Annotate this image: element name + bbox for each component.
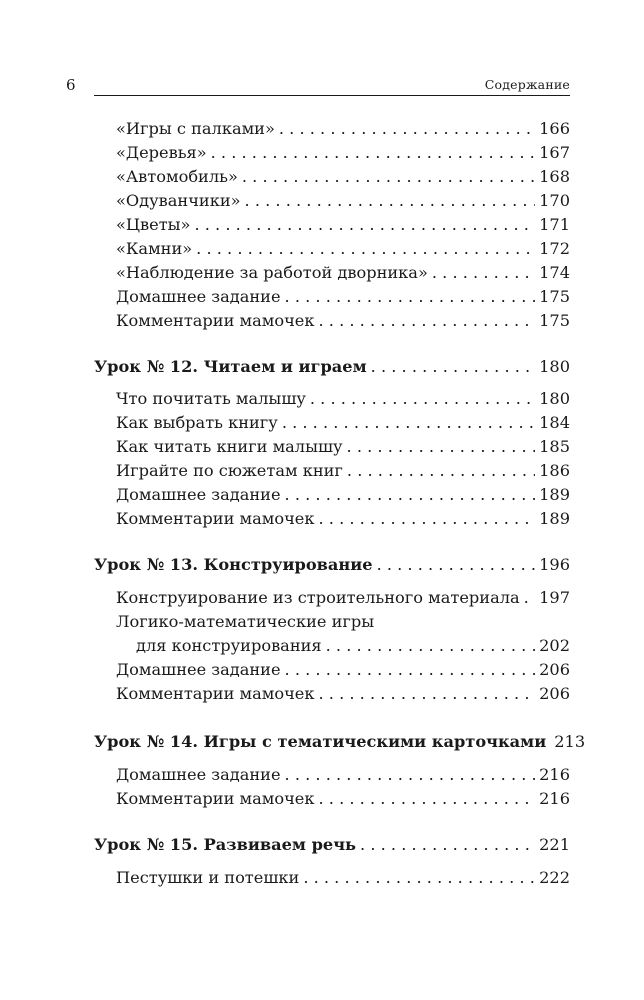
toc-lesson-15[interactable]: Урок № 15. Развиваем речь . . . 221 bbox=[94, 833, 570, 857]
toc-page: 206 bbox=[539, 660, 570, 679]
toc-page: 168 bbox=[539, 167, 570, 186]
toc-entry[interactable]: Пестушки и потешки . . . 222 bbox=[94, 866, 570, 890]
toc-page: 180 bbox=[539, 389, 570, 408]
toc-page: 196 bbox=[539, 555, 570, 574]
toc-page: 175 bbox=[539, 287, 570, 306]
toc-page: 170 bbox=[539, 191, 570, 210]
toc-entry[interactable]: Конструирование из строительного материала . . . 197 bbox=[94, 586, 570, 610]
toc-page: 221 bbox=[539, 835, 570, 854]
toc-entry[interactable]: Комментарии мамочек . . . 189 bbox=[94, 507, 570, 531]
toc-entry[interactable]: «Игры с палками» . . . 166 bbox=[94, 117, 570, 141]
toc-page: 186 bbox=[539, 461, 570, 480]
toc-entry[interactable]: Логико-математические игры bbox=[116, 612, 375, 631]
toc-entry[interactable]: «Цветы» . . . 171 bbox=[94, 213, 570, 237]
toc-lesson-14[interactable]: Урок № 14. Игры с тематическими карточками 213 bbox=[94, 730, 570, 754]
toc-entry[interactable]: Домашнее задание . . . 175 bbox=[94, 285, 570, 309]
toc-page: 184 bbox=[539, 413, 570, 432]
toc-lesson-12[interactable]: Урок № 12. Читаем и играем . . . 180 bbox=[94, 355, 570, 379]
toc-entry[interactable]: Комментарии мамочек . . . 216 bbox=[94, 787, 570, 811]
header-rule bbox=[94, 95, 570, 96]
toc-entry[interactable]: Комментарии мамочек . . . 206 bbox=[94, 682, 570, 706]
toc-entry[interactable]: для конструирования . . . 202 bbox=[94, 634, 570, 658]
toc-entry[interactable]: «Автомобиль» . . . 168 bbox=[94, 165, 570, 189]
toc-entry[interactable]: Домашнее задание . . . 189 bbox=[94, 483, 570, 507]
toc-page: 216 bbox=[539, 789, 570, 808]
toc-page: 174 bbox=[539, 263, 570, 282]
page-number: 6 bbox=[66, 76, 76, 94]
toc-entry[interactable]: «Камни» . . . 172 bbox=[94, 237, 570, 261]
toc-page: 167 bbox=[539, 143, 570, 162]
toc-entry[interactable]: Как выбрать книгу . . . 184 bbox=[94, 411, 570, 435]
toc-page: 189 bbox=[539, 509, 570, 528]
toc-entry[interactable]: «Наблюдение за работой дворника» . . . 174 bbox=[94, 261, 570, 285]
toc-lesson-13[interactable]: Урок № 13. Конструирование . . . 196 bbox=[94, 553, 570, 577]
toc-page: 185 bbox=[539, 437, 570, 456]
toc-entry[interactable]: «Одуванчики» . . . 170 bbox=[94, 189, 570, 213]
toc-page: 166 bbox=[539, 119, 570, 138]
toc-page: 222 bbox=[539, 868, 570, 887]
toc-page: 216 bbox=[539, 765, 570, 784]
toc-page: 202 bbox=[539, 636, 570, 655]
toc-page: 172 bbox=[539, 239, 570, 258]
toc-page: 171 bbox=[539, 215, 570, 234]
running-title: Содержание bbox=[484, 77, 570, 92]
toc-entry[interactable]: Домашнее задание . . . 206 bbox=[94, 658, 570, 682]
toc-entry[interactable]: «Деревья» . . . 167 bbox=[94, 141, 570, 165]
toc-page: 175 bbox=[539, 311, 570, 330]
toc-entry[interactable]: Домашнее задание . . . 216 bbox=[94, 763, 570, 787]
toc-page: 213 bbox=[554, 732, 586, 751]
toc-page: 180 bbox=[539, 357, 570, 376]
toc-entry[interactable]: Как читать книги малышу . . . 185 bbox=[94, 435, 570, 459]
toc-entry[interactable]: Что почитать малышу . . . 180 bbox=[94, 387, 570, 411]
page-header bbox=[66, 76, 570, 98]
toc-entry[interactable]: Комментарии мамочек . . . 175 bbox=[94, 309, 570, 333]
toc-page: 197 bbox=[539, 588, 570, 607]
toc-page: 206 bbox=[539, 684, 570, 703]
toc-entry[interactable]: Играйте по сюжетам книг . . . 186 bbox=[94, 459, 570, 483]
toc-page: 189 bbox=[539, 485, 570, 504]
